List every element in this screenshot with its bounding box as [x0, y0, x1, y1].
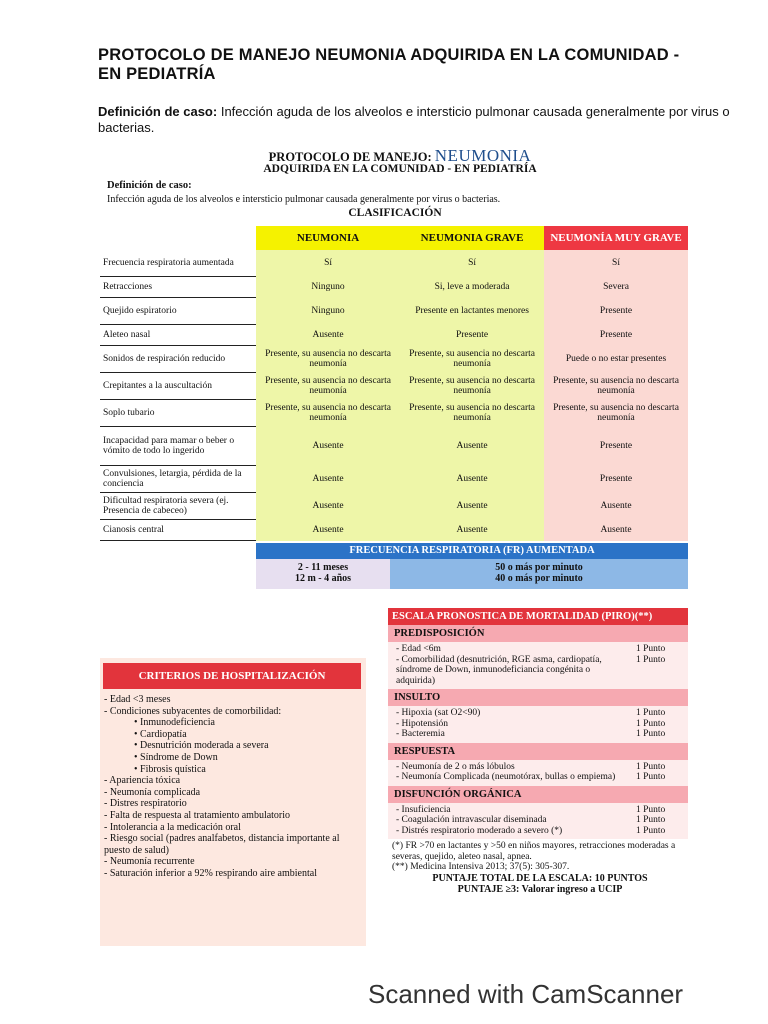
mortality-item-points: 1 Punto — [636, 761, 666, 772]
mortality-total: PUNTAJE TOTAL DE LA ESCALA: 10 PUNTOS — [432, 872, 648, 884]
mortality-scale-panel — [388, 608, 688, 895]
table-row — [100, 298, 688, 325]
cell-neumonia-grave: Presente en lactantes menores — [400, 298, 544, 325]
mortality-item — [388, 815, 688, 826]
row-label: Incapacidad para mamar o beber o vómito de todo lo ingerido — [100, 427, 256, 466]
mortality-item-text: - Bacteremia — [396, 729, 445, 739]
cell-neumonia-muy-grave: Presente — [544, 466, 688, 493]
cell-neumonia-grave: Presente — [400, 325, 544, 346]
hospitalization-item: - Neumonía recurrente — [104, 856, 195, 868]
mortality-item-text: - Distrés respiratorio moderado a severo (*) — [396, 825, 563, 836]
cell-neumonia-grave: Presente, su ausencia no descarta neumonía — [400, 400, 544, 427]
hospitalization-item: - Intolerancia a la medicación oral — [104, 821, 241, 833]
page-title: PROTOCOLO DE MANEJO NEUMONIA ADQUIRIDA EN LA COMUNIDAD - EN PEDIATRÍA — [98, 46, 680, 83]
hospitalization-item: • Fibrosis quística — [134, 763, 206, 775]
cell-neumonia: Ausente — [256, 493, 400, 520]
mortality-scale-title: ESCALA PRONOSTICA DE MORTALIDAD (PIRO)(**) — [388, 608, 688, 625]
cell-neumonia-muy-grave: Sí — [544, 250, 688, 277]
cell-neumonia-grave: Sí — [400, 250, 544, 277]
mortality-item — [388, 762, 688, 773]
mortality-section-title: RESPUESTA — [388, 743, 688, 760]
mortality-item-points: 1 Punto — [636, 644, 666, 654]
mortality-item-points: 1 Punto — [636, 815, 666, 825]
hospitalization-item: • Cardiopatía — [134, 728, 187, 740]
header-neumonia-muy-grave: NEUMONÍA MUY GRAVE — [544, 226, 688, 250]
mortality-item-text: - Edad <6m — [396, 644, 441, 654]
hospitalization-item: • Desnutrición moderada a severa — [134, 740, 269, 752]
mortality-item-text: - Insuficiencia — [396, 804, 451, 815]
hospitalization-panel — [100, 658, 366, 946]
hospitalization-item: • Síndrome de Down — [134, 751, 218, 763]
classification-heading: CLASIFICACIÓN — [348, 207, 442, 219]
row-label: Dificultad respiratoria severa (ej. Presencia de cabeceo) — [100, 493, 256, 520]
mortality-note-2: (**) Medicina Intensiva 2013; 37(5): 305-307. — [392, 862, 570, 872]
row-label: Frecuencia respiratoria aumentada — [100, 250, 256, 277]
cell-neumonia: Sí — [256, 250, 400, 277]
cell-neumonia: Ausente — [256, 427, 400, 466]
mortality-item-text: - Comorbilidad (desnutrición, RGE asma, cardiopatía, síndrome de Down, inmunodeficiancia congénita o adquirida) — [396, 654, 602, 686]
mortality-sections — [388, 625, 688, 839]
cell-neumonia-grave: Si, leve a moderada — [400, 277, 544, 298]
mortality-item — [388, 708, 688, 719]
hospitalization-item: • Inmunodeficiencia — [134, 717, 215, 729]
fr-panel — [256, 543, 688, 589]
mortality-item — [388, 729, 688, 740]
cell-neumonia-muy-grave: Presente, su ausencia no descarta neumonía — [544, 373, 688, 400]
fr-value-2: 40 o más por minuto — [495, 573, 583, 584]
cell-neumonia-grave: Ausente — [400, 520, 544, 541]
mortality-item-text: - Coagulación intravascular diseminada — [396, 815, 547, 825]
row-label: Cianosis central — [100, 520, 256, 541]
cell-neumonia-muy-grave: Presente — [544, 427, 688, 466]
classification-body — [100, 250, 688, 541]
table-row — [100, 325, 688, 346]
hospitalization-item: - Saturación inferior a 92% respirando aire ambiental — [104, 867, 317, 879]
header-neumonia-grave: NEUMONIA GRAVE — [400, 226, 544, 250]
cell-neumonia: Ausente — [256, 466, 400, 493]
cell-neumonia-grave: Ausente — [400, 427, 544, 466]
mortality-item-text: - Neumonía Complicada (neumotórax, bullas o empiema) — [396, 772, 616, 782]
hospitalization-title: CRITERIOS DE HOSPITALIZACIÓN — [103, 663, 361, 689]
hospitalization-item: - Neumonía complicada — [104, 786, 201, 798]
cell-neumonia-muy-grave: Puede o no estar presentes — [544, 346, 688, 373]
mortality-item — [388, 719, 688, 730]
cell-neumonia: Presente, su ausencia no descarta neumonía — [256, 400, 400, 427]
cell-neumonia-muy-grave: Severa — [544, 277, 688, 298]
mortality-item-points: 1 Punto — [636, 718, 666, 729]
cell-neumonia: Presente, su ausencia no descarta neumonía — [256, 346, 400, 373]
mortality-item — [388, 826, 688, 837]
mortality-section-body — [388, 642, 688, 689]
cell-neumonia-muy-grave: Presente — [544, 325, 688, 346]
table-row — [100, 346, 688, 373]
table-row — [100, 427, 688, 466]
hospitalization-item: - Condiciones subyacentes de comorbilidad: — [104, 705, 282, 717]
row-label: Crepitantes a la auscultación — [100, 373, 256, 400]
row-label: Quejido espiratorio — [100, 298, 256, 325]
cell-neumonia-muy-grave: Presente, su ausencia no descarta neumonía — [544, 400, 688, 427]
cell-neumonia-grave: Presente, su ausencia no descarta neumonía — [400, 373, 544, 400]
mortality-section-body — [388, 760, 688, 786]
mortality-item — [388, 772, 688, 783]
mortality-item-text: - Hipotensión — [396, 718, 448, 729]
mortality-item-points: 1 Punto — [636, 654, 666, 665]
mortality-section-title: PREDISPOSICIÓN — [388, 625, 688, 642]
cell-neumonia: Ausente — [256, 520, 400, 541]
mortality-item-text: - Neumonía de 2 o más lóbulos — [396, 761, 515, 772]
inner-def-label: Definición de caso: — [107, 180, 192, 191]
table-row — [100, 400, 688, 427]
mortality-item — [388, 655, 688, 687]
mortality-section-body — [388, 803, 688, 840]
inner-subtitle: ADQUIRIDA EN LA COMUNIDAD - EN PEDIATRÍA — [263, 163, 537, 175]
cell-neumonia-muy-grave: Presente — [544, 298, 688, 325]
row-label: Aleteo nasal — [100, 325, 256, 346]
table-row — [100, 250, 688, 277]
fr-values — [390, 559, 688, 589]
hospitalization-item: - Apariencia tóxica — [104, 775, 181, 787]
mortality-item-points: 1 Punto — [636, 825, 666, 836]
cell-neumonia-muy-grave: Ausente — [544, 493, 688, 520]
case-definition-text: Infección aguda de los alveolos e intersticio pulmonar causada generalmente por virus o bacterias. — [98, 104, 730, 135]
cell-neumonia-grave: Ausente — [400, 466, 544, 493]
row-label: Convulsiones, letargia, pérdida de la conciencia — [100, 466, 256, 493]
fr-age-2: 12 m - 4 años — [294, 573, 352, 584]
cell-neumonia-grave: Presente, su ausencia no descarta neumonía — [400, 346, 544, 373]
mortality-item — [388, 805, 688, 816]
fr-title: FRECUENCIA RESPIRATORIA (FR) AUMENTADA — [256, 543, 688, 559]
mortality-threshold: PUNTAJE ≥3: Valorar ingreso a UCIP — [457, 883, 623, 895]
header-neumonia: NEUMONIA — [256, 226, 400, 250]
camscanner-watermark: Scanned with CamScanner — [368, 979, 684, 1009]
mortality-item-text: - Hipoxia (sat O2<90) — [396, 708, 481, 718]
table-row — [100, 373, 688, 400]
cell-neumonia-muy-grave: Ausente — [544, 520, 688, 541]
hospitalization-list — [100, 694, 366, 880]
mortality-item — [388, 644, 688, 655]
cell-neumonia: Ninguno — [256, 277, 400, 298]
cell-neumonia-grave: Ausente — [400, 493, 544, 520]
mortality-section-title: DISFUNCIÓN ORGÁNICA — [388, 786, 688, 803]
mortality-item-points: 1 Punto — [636, 772, 666, 782]
table-row — [100, 493, 688, 520]
hospitalization-item: - Edad <3 meses — [104, 694, 171, 705]
case-definition-label: Definición de caso: — [98, 104, 218, 119]
table-corner — [100, 226, 256, 250]
inner-title-prefix: PROTOCOLO DE MANEJO: — [268, 150, 432, 164]
mortality-note-1: (*) FR >70 en lactantes y >50 en niños mayores, retracciones moderadas a severas, quejido, aleteo nasal, apnea. — [392, 841, 676, 862]
mortality-item-points: 1 Punto — [636, 729, 666, 739]
mortality-notes — [388, 839, 688, 895]
row-label: Retracciones — [100, 277, 256, 298]
table-row — [100, 277, 688, 298]
cell-neumonia: Presente, su ausencia no descarta neumonía — [256, 373, 400, 400]
hospitalization-item: - Distres respiratorio — [104, 798, 187, 810]
mortality-section-title: INSULTO — [388, 689, 688, 706]
cell-neumonia: Ausente — [256, 325, 400, 346]
hospitalization-item: - Riesgo social (padres analfabetos, distancia importante al puesto de salud) — [104, 833, 340, 856]
fr-value-1: 50 o más por minuto — [495, 562, 583, 573]
row-label: Soplo tubario — [100, 400, 256, 427]
cell-neumonia: Ninguno — [256, 298, 400, 325]
fr-ages — [256, 559, 390, 589]
mortality-section-body — [388, 706, 688, 743]
hospitalization-item: - Falta de respuesta al tratamiento ambulatorio — [104, 809, 291, 821]
fr-age-1: 2 - 11 meses — [297, 562, 349, 573]
table-row — [100, 520, 688, 541]
inner-def-text: Infección aguda de los alveolos e intersticio pulmonar causada generalmente por virus o bacterias. — [107, 194, 501, 205]
table-row — [100, 466, 688, 493]
mortality-item-points: 1 Punto — [636, 708, 666, 718]
case-definition — [98, 104, 738, 136]
inner-title-highlight: NEUMONIA — [434, 146, 532, 165]
mortality-item-points: 1 Punto — [636, 804, 666, 815]
classification-table — [100, 226, 688, 541]
row-label: Sonidos de respiración reducido — [100, 346, 256, 373]
